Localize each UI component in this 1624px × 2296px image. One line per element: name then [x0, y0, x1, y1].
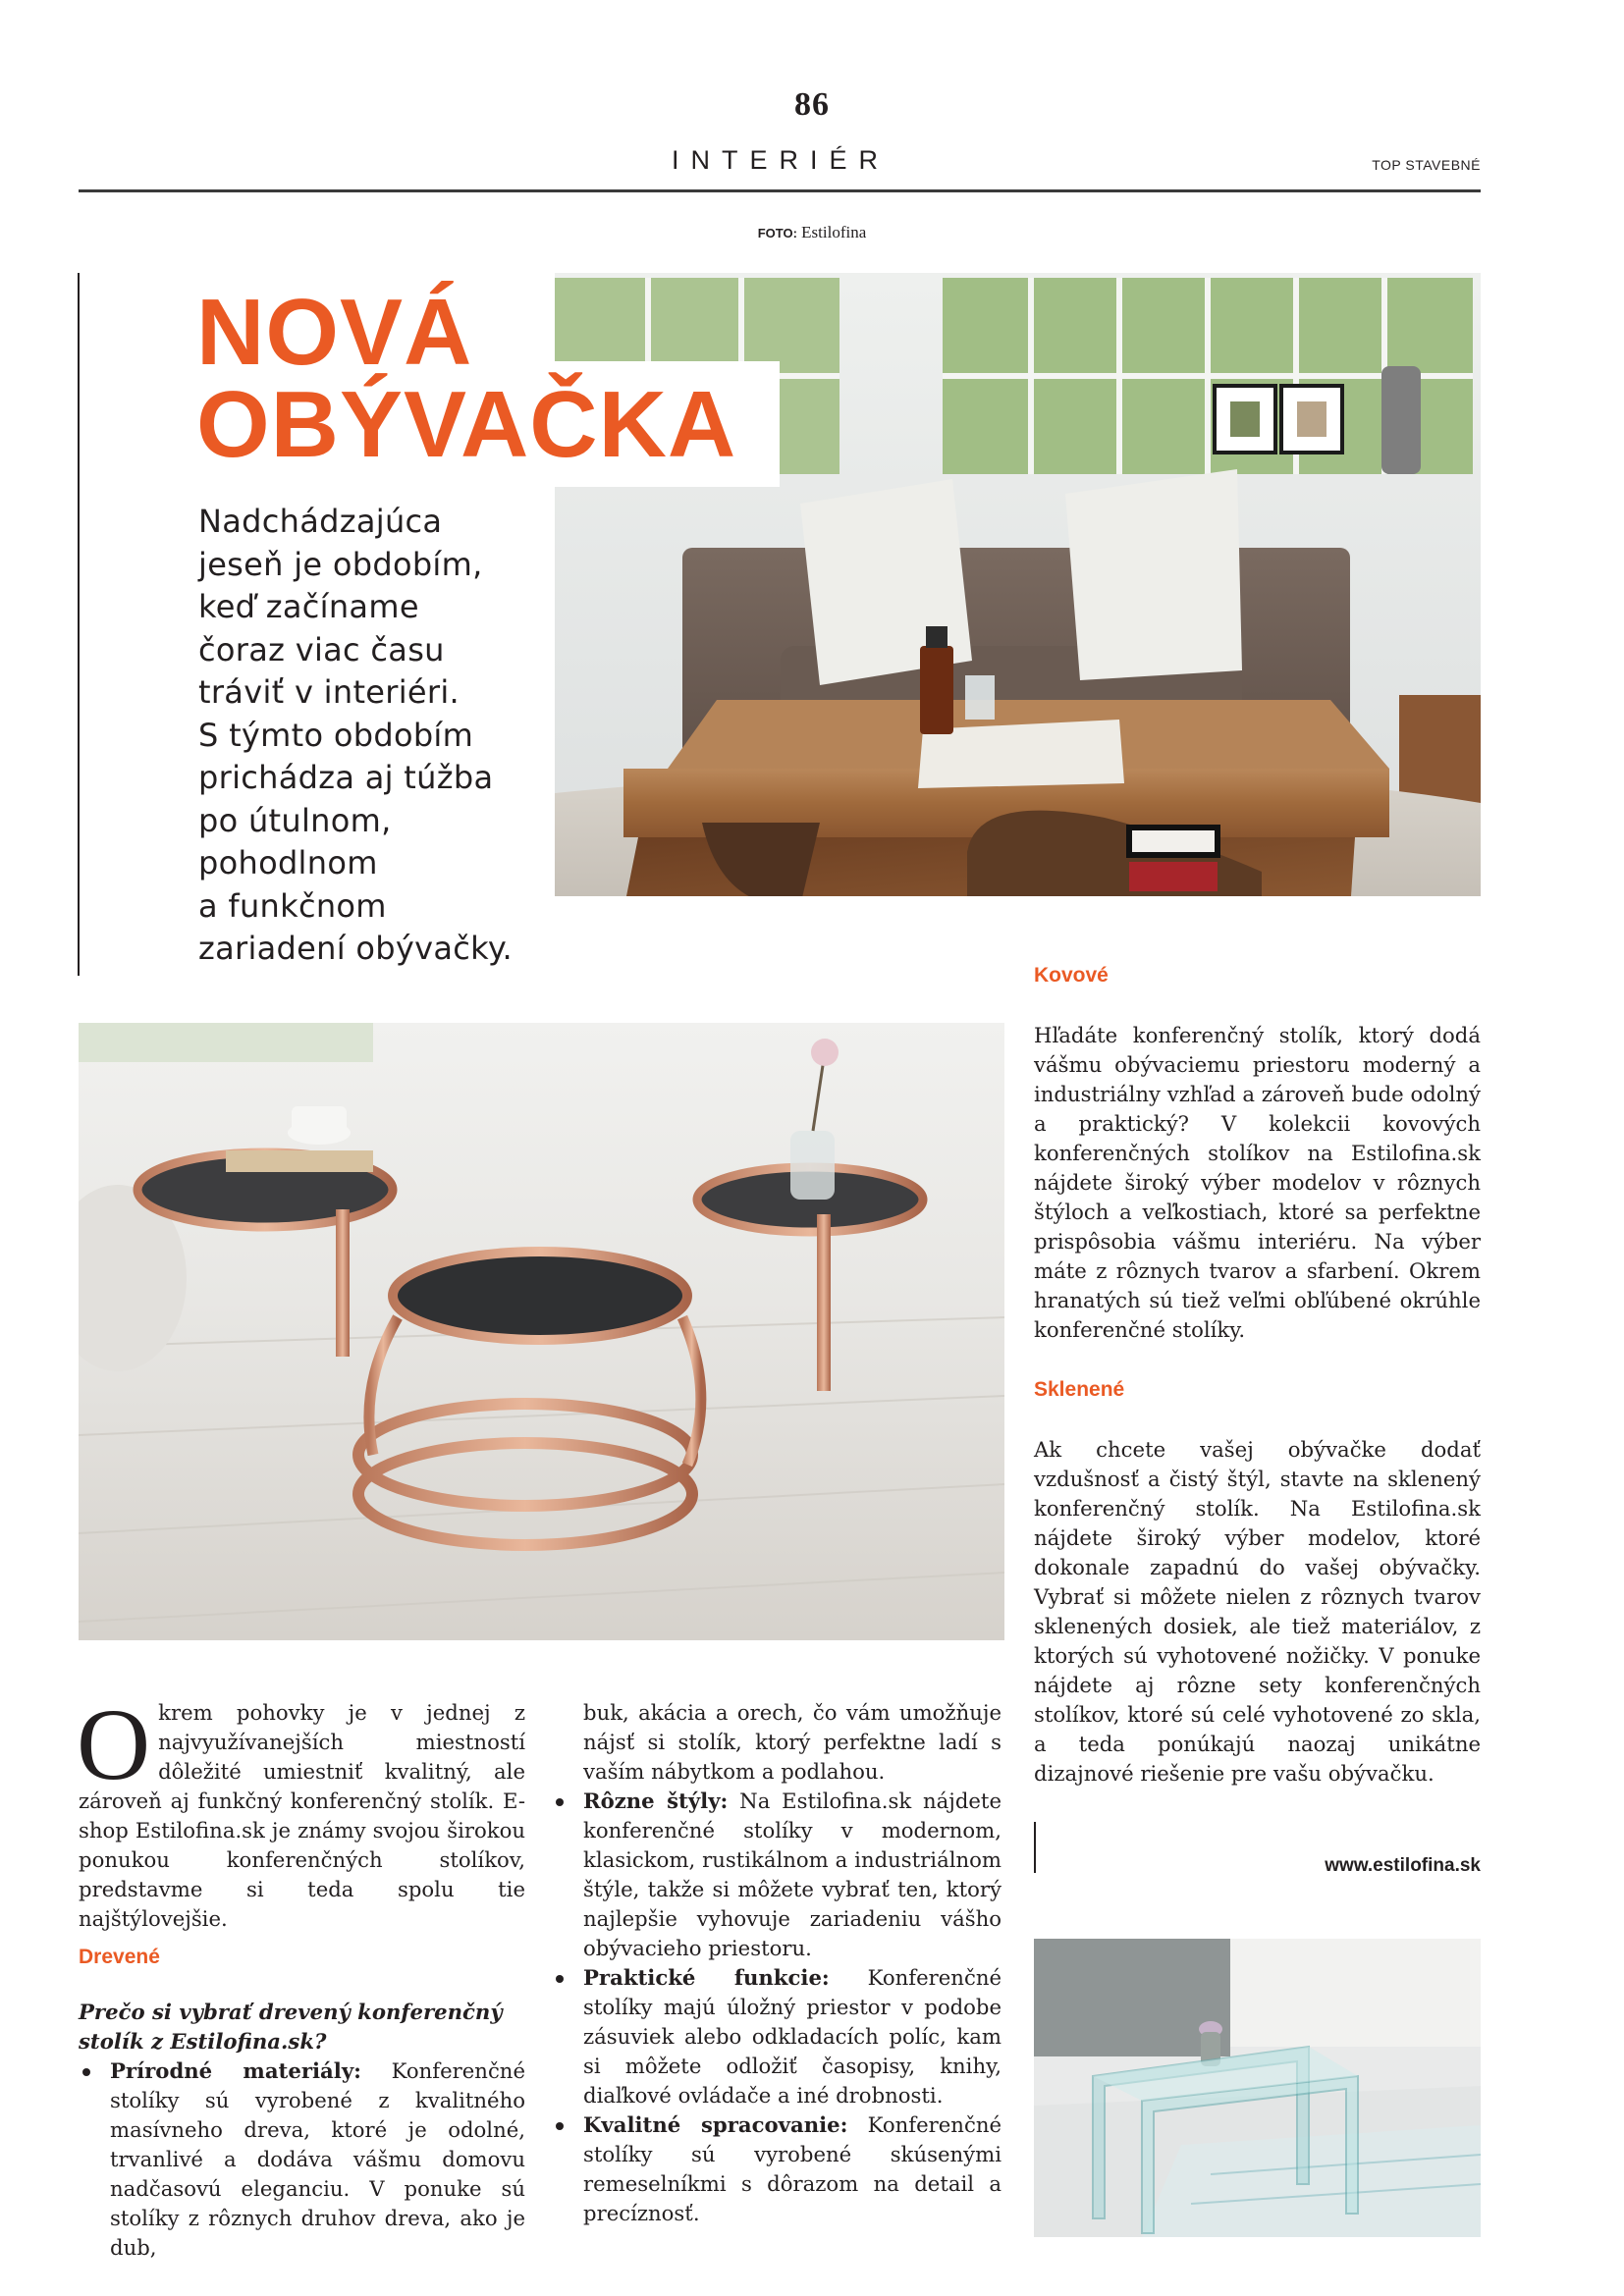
- intro-paragraph: [77, 1688, 525, 1934]
- lead-line: prichádza aj túžba: [198, 759, 494, 796]
- photo-credit: [0, 223, 1624, 242]
- heading-metal: Kovové: [1034, 964, 1109, 987]
- lead-line: tráviť v interiéri.: [198, 673, 460, 711]
- bullet-label: Prírodné materiály:: [110, 2058, 361, 2083]
- title-line-2: OBÝVAČKA: [196, 372, 737, 477]
- photo-copper-table: [79, 1023, 1004, 1640]
- metal-text: Hľadáte konferenčný stolík, ktorý dodá vášmu obývaciemu priestoru moderný a industriálny vzhľad a zároveň bude odolný a praktický? V kolekcii kovových konferenčných stolíkov na Estilofina.sk nájdete široký výber modelov v rôznych štýloch a veľkostiach, ktoré sa perfektne prispôsobia vášmu interiéru. Na výber máte z rôznych tvarov a sfarbení. Okrem hranatých sú tiež veľmi obľúbené okrúhle konferenčné stolíky.: [1034, 1023, 1481, 1342]
- lead-line: keď začíname: [198, 588, 419, 625]
- wood-section-continued: [583, 1698, 1001, 2228]
- lead-line: a funkčnom: [198, 886, 387, 925]
- bullet-quality: [552, 2110, 1001, 2228]
- photo-credit-label: FOTO:: [757, 226, 797, 240]
- magazine-name: TOP STAVEBNÉ: [1372, 157, 1481, 173]
- wood-question: Prečo si vybrať drevený konferenčný stolík z Estilofina.sk?: [79, 2000, 503, 2054]
- website-link[interactable]: www.estilofina.sk: [1325, 1855, 1481, 1876]
- bullet-label: Rôzne štýly:: [583, 1789, 729, 1813]
- lead-line: pohodlnom: [198, 844, 378, 881]
- lead-line: S týmto obdobím: [198, 716, 474, 754]
- photo-credit-value: Estilofina: [801, 223, 867, 241]
- bullet-label: Kvalitné spracovanie:: [583, 2112, 848, 2137]
- heading-glass: Sklenené: [1034, 1378, 1125, 1401]
- bullet-label: Praktické funkcie:: [583, 1965, 830, 1990]
- bullet-text: Konferenčné stolíky sú vyrobené skúsenými remeselníkmi s dôrazom na detail a precíznosť.: [583, 2112, 1002, 2225]
- lead-line: jeseň je obdobím,: [198, 545, 483, 583]
- drop-cap: O: [77, 1688, 151, 1801]
- lead-line: Nadchádzajúca: [198, 503, 443, 540]
- glass-text: Ak chcete vašej obývačke dodať vzdušnosť a čistý štýl, stavte na sklenený konferenčný stolík. Na Estilofina.sk nájdete široký výber modelov, ktoré dokonale zapadnú do vašej obývačky. Vybrať si môžete nielen z rôznych tvarov sklenených dosiek, ale tiež materiálov, z ktorých sú vyhotovené nožičky. V ponuke nájdete aj rôzne sety konferenčných stolíkov, ktoré sú celé vyhotovené zo skla, a teda ponúkajú naozaj unikátne dizajnové riešenie pre vašu obývačku.: [1034, 1437, 1481, 1786]
- lead-line: zariadení obývačky.: [198, 930, 514, 967]
- lead-line: čoraz viac času: [198, 630, 445, 668]
- title-line-1: NOVÁ: [196, 280, 473, 385]
- article-title: [196, 280, 737, 477]
- bullet-practical: [552, 1963, 1001, 2110]
- lead-paragraph: [198, 501, 552, 971]
- bullet-text: Konferenčné stolíky majú úložný priestor v podobe zásuviek alebo odkladacích políc, kam si môžete odložiť časopisy, knihy, diaľkové ovládače a iné drobnosti.: [583, 1965, 1001, 2108]
- bullet-continuation: [583, 1698, 1001, 1787]
- section-title: INTERIÉR: [671, 145, 890, 175]
- glass-paragraph: [1034, 1435, 1481, 1789]
- heading-wood: Drevené: [79, 1946, 160, 1968]
- wood-section: [79, 1998, 525, 2263]
- bullet-text: Konferenčné stolíky sú vyrobené z kvalitného masívneho dreva, ktoré je odolné, trvanlivé a dodáva vášmu domovu nadčasovú eleganciu. V ponuke sú stolíky z rôznych druhov dreva, ako je dub,: [110, 2058, 525, 2260]
- bullet-text: buk, akácia a orech, čo vám umožňuje nájsť si stolík, ktorý perfektne ladí s vaším nábytkom a podlahou.: [583, 1700, 1001, 1784]
- header-rule: [79, 189, 1481, 192]
- bullet-styles: [552, 1787, 1001, 1963]
- left-accent-bar: [78, 273, 80, 976]
- bullet-text: Na Estilofina.sk nájdete konferenčné stolíky v modernom, klasickom, rustikálnom a industriálnom štýle, takže si môžete vybrať ten, ktorý najlepšie vyhovuje zariadeniu vášho obývacieho priestoru.: [583, 1789, 1001, 1960]
- url-accent-bar: [1034, 1822, 1036, 1873]
- bullet-natural-materials: [79, 2056, 525, 2263]
- lead-line: po útulnom,: [198, 801, 392, 839]
- page-number: 86: [794, 86, 830, 123]
- photo-glass-table: [1034, 1939, 1481, 2237]
- metal-paragraph: [1034, 1021, 1481, 1345]
- intro-text: krem pohovky je v jednej z najvyužívanejších miestností dôležité umiestniť kvalitný, ale zároveň aj funkčný konferenčný stolík. E-shop Estilofina.sk je známy svojou širokou ponukou konferenčných stolíkov, predstavme si teda spolu tie najštýlovejšie.: [79, 1700, 525, 1931]
